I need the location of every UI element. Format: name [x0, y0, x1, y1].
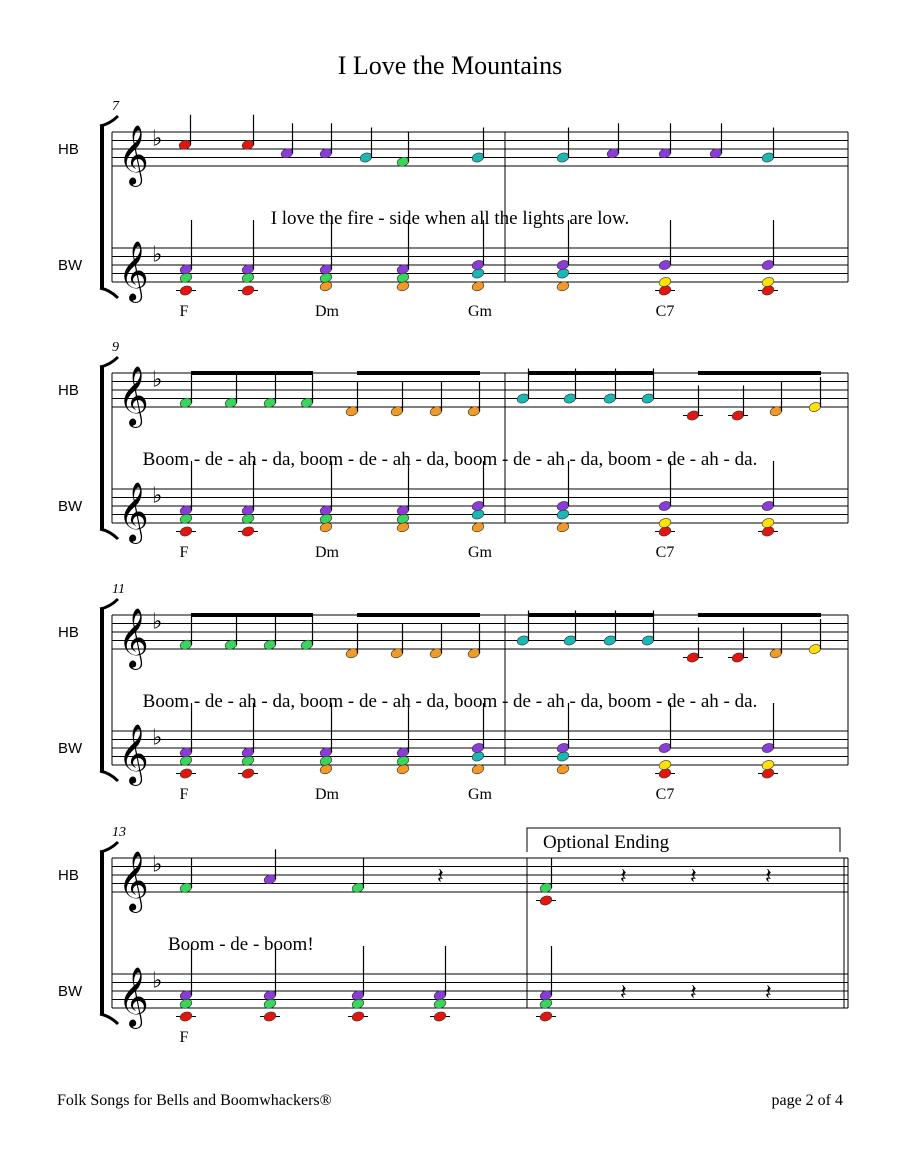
system-3: [58, 582, 848, 803]
beam: [528, 371, 654, 375]
system-4: [58, 825, 848, 1046]
lyrics-line: Boom - de - ah - da, boom - de - ah - da, boom - de - ah - da, boom - de - ah - da.: [142, 691, 758, 712]
quarter-rest: 𝄽: [765, 980, 772, 1006]
part-label-upper: HB: [58, 382, 79, 399]
lyrics-line: I love the fire - side when all the lights are low.: [270, 208, 630, 229]
part-label-upper: HB: [58, 624, 79, 641]
note-E: [658, 276, 672, 288]
flat-key-signature: ♭: [152, 367, 163, 393]
flat-key-signature: ♭: [152, 126, 163, 152]
beam: [528, 613, 654, 617]
bracket-cap: [100, 288, 118, 298]
note-C: [351, 1010, 365, 1022]
chord-symbol: F: [179, 303, 189, 320]
chord-symbol: Dm: [315, 786, 339, 803]
treble-clef-icon: 𝄞: [118, 366, 149, 426]
measure-number: 9: [112, 340, 119, 355]
part-label-lower: BW: [58, 983, 83, 1000]
measure-number: 11: [112, 582, 125, 597]
lyrics-line: Boom - de - ah - da, boom - de - ah - da, boom - de - ah - da, boom - de - ah - da.: [142, 449, 758, 470]
note-E: [658, 759, 672, 771]
chord-symbol: C7: [655, 303, 675, 320]
beam: [698, 371, 821, 375]
bracket-cap: [100, 599, 118, 609]
note-C: [241, 767, 255, 779]
flat-key-signature: ♭: [152, 609, 163, 635]
flat-key-signature: ♭: [152, 968, 163, 994]
chord-symbol: F: [179, 544, 189, 561]
chord-symbol: Gm: [468, 544, 492, 561]
system-bracket: [100, 126, 104, 288]
chord-symbol: F: [179, 786, 189, 803]
note-C: [179, 525, 193, 537]
treble-clef-icon: 𝄞: [118, 241, 149, 301]
treble-clef-icon: 𝄞: [118, 851, 149, 911]
note-C: [263, 1010, 277, 1022]
note-E: [658, 517, 672, 529]
bracket-cap: [100, 357, 118, 367]
beam: [357, 613, 480, 617]
note-C: [241, 525, 255, 537]
chord-symbol: F: [179, 1029, 189, 1046]
part-label-lower: BW: [58, 257, 83, 274]
part-label-lower: BW: [58, 740, 83, 757]
note-C: [179, 284, 193, 296]
chord-symbol: C7: [655, 786, 675, 803]
song-title: I Love the Mountains: [337, 51, 563, 80]
systems-layer: [58, 99, 848, 1046]
chord-symbol: Dm: [315, 303, 339, 320]
beam: [191, 613, 313, 617]
quarter-rest: 𝄽: [690, 980, 697, 1006]
note-C: [539, 894, 553, 906]
beam: [191, 371, 313, 375]
measure-number: 7: [112, 99, 119, 114]
note-C: [179, 1010, 193, 1022]
quarter-rest: 𝄽: [690, 864, 697, 890]
chord-symbol: Gm: [468, 786, 492, 803]
system-1: [58, 99, 848, 320]
flat-key-signature: ♭: [152, 483, 163, 509]
chord-symbol: C7: [655, 544, 675, 561]
note-C: [241, 284, 255, 296]
note-C: [179, 767, 193, 779]
system-bracket: [100, 609, 104, 771]
measure-number: 13: [112, 825, 126, 840]
chord-symbol: Gm: [468, 303, 492, 320]
ending-label: Optional Ending: [543, 832, 670, 853]
treble-clef-icon: 𝄞: [118, 482, 149, 542]
bracket-cap: [100, 529, 118, 539]
footer-page-number: page 2 of 4: [771, 1092, 843, 1109]
lyrics-line: Boom - de - boom!: [168, 934, 314, 955]
note-E: [761, 276, 775, 288]
bracket-cap: [100, 116, 118, 126]
treble-clef-icon: 𝄞: [118, 967, 149, 1027]
treble-clef-icon: 𝄞: [118, 608, 149, 668]
system-2: [58, 340, 848, 561]
beam: [698, 613, 821, 617]
system-bracket: [100, 367, 104, 529]
quarter-rest: 𝄽: [620, 864, 627, 890]
bracket-cap: [100, 771, 118, 781]
quarter-rest: 𝄽: [437, 864, 444, 890]
flat-key-signature: ♭: [152, 725, 163, 751]
chord-symbol: Dm: [315, 544, 339, 561]
treble-clef-icon: 𝄞: [118, 125, 149, 185]
note-E: [761, 759, 775, 771]
note-C: [433, 1010, 447, 1022]
part-label-upper: HB: [58, 867, 79, 884]
note-E: [761, 517, 775, 529]
bracket-cap: [100, 1014, 118, 1024]
note-C: [539, 1010, 553, 1022]
treble-clef-icon: 𝄞: [118, 724, 149, 784]
flat-key-signature: ♭: [152, 242, 163, 268]
bracket-cap: [100, 842, 118, 852]
beam: [357, 371, 480, 375]
system-bracket: [100, 852, 104, 1014]
quarter-rest: 𝄽: [620, 980, 627, 1006]
footer-book-title: Folk Songs for Bells and Boomwhackers®: [57, 1092, 332, 1109]
part-label-upper: HB: [58, 141, 79, 158]
part-label-lower: BW: [58, 498, 83, 515]
quarter-rest: 𝄽: [765, 864, 772, 890]
flat-key-signature: ♭: [152, 852, 163, 878]
